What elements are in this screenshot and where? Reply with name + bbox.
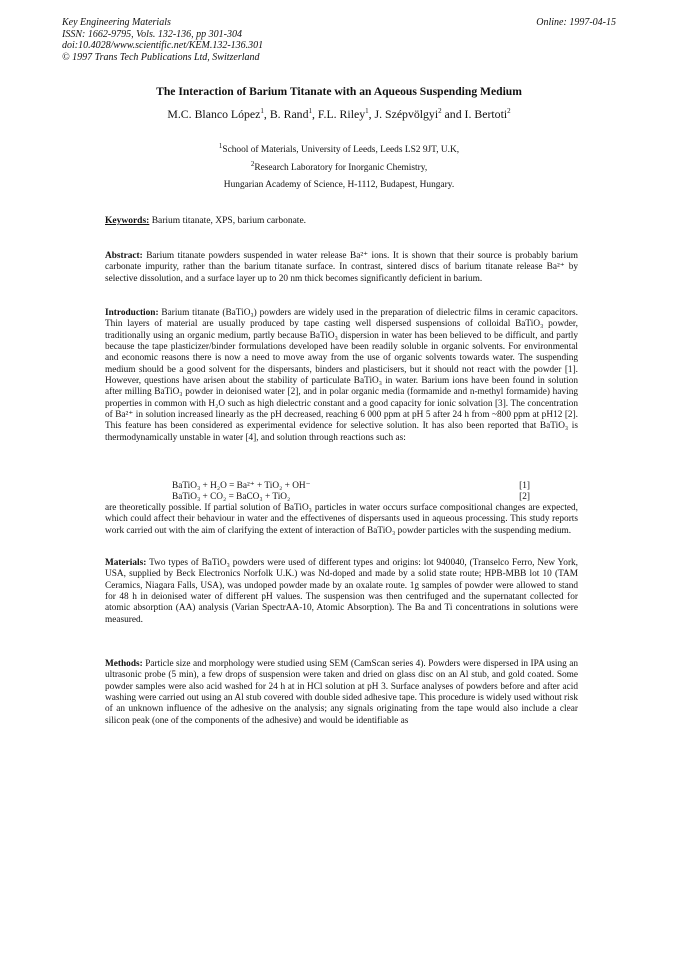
author-list: M.C. Blanco López$^1$, B. Rand$^1$, F.L. Riley$^1$, J. Szépvölgyi$^2$ and I. Bertoti$^2$ xyxy=(167,107,511,121)
online-date: Online: 1997-04-15 xyxy=(536,17,616,28)
paper-title: The Interaction of Barium Titanate with an Aqueous Suspending Medium xyxy=(156,85,522,98)
introduction-continued: are theoretically possible. If partial solution of BaTiO₃ particles in water occurs surface compositional changes are expected, which could affect their behaviour in water and the effectivenes of dispersants used in aqueous processing. This study reports work carried out with the aim of clarifying the extent of interaction of BaTiO₃ powder particles with the suspending medium. xyxy=(105,503,578,536)
author-name: B. Rand xyxy=(269,107,309,121)
affiliation-2: $^2$Research Laboratory for Inorganic Chemistry, xyxy=(250,159,428,173)
journal-header xyxy=(62,17,263,63)
methods-text: Particle size and morphology were studied using SEM (CamScan series 4). Powders were dispersed in IPA using an ultrasonic probe (5 min), a few drops of suspension were taken and dried on glass disc on an Al stub, and gold coated. Some powder samples were also acid washed for 24 h at in HCl solution at pH 3. Surface analyses of powders before and after acid washing were carried out using an Al stub covered with double sided adhesive tape. This procedure is widely used without risk of an unknown influence of the adhesive on the analysis; any signals originating from the tape would also include a clear silicon peak (one of the components of the adhesive) and would be identifiable as xyxy=(105,659,579,726)
abstract-text: Barium titanate powders suspended in water release Ba²⁺ ions. It is shown that their source is probably barium carbonate impurity, rather than the barium titanate surface. In contrast, sintered discs of barium titanate release Ba²⁺ by selective dissolution, and a surface layer up to 20 nm thick becomes significantly deficient in barium. xyxy=(105,251,579,284)
methods-label: Methods: xyxy=(105,659,143,669)
introduction-text: Barium titanate (BaTiO₃) powders are widely used in the preparation of dielectric films in ceramic capacitors. Thin layers of material are usually produced by tape casting well dispersed suspensions of colloidal BaTiO₃ powder, traditionally using an organic medium, partly because BaTiO₃ dispersion in water has been believed to be difficult, and partly because the tape plasticizer/binder formulations developed have been readily soluble in organic solvents. For environmental and economic reasons there is now a need to move away from the use of organic solvents towards water. The suspending medium should be a good solvent for the dispersants, binders and plasticisers, but it should not react with the powder [1]. However, questions have arisen about the stability of particulate BaTiO₃ in water. Barium ions have been found in solution after milling BaTiO₃ powder in deionised water [2], and in polar organic media (formamide and n-methyl formamide) having properties in common with H₂O such as high dielectric constant and a good capacity for ionic solvation [3]. The concentration of Ba²⁺ in solution increased linearly as the pH decreased, reaching 6 000 ppm at pH 5 after 24 h from ~800 ppm at pH12 [2]. This feature has been considered as experimental evidence for selective solution. It has also been reported that BaTiO₃ is thermodynamically unstable in water [4], and solution through reactions such as: xyxy=(105,308,578,443)
keywords-label: Keywords: xyxy=(105,216,150,226)
keywords-text: Barium titanate, XPS, barium carbonate. xyxy=(151,216,307,226)
introduction xyxy=(105,308,578,444)
materials xyxy=(105,558,578,626)
author-affiliation-mark: 1 xyxy=(365,107,369,116)
author-affiliation-mark: 1 xyxy=(308,107,312,116)
affiliation-1: $^1$School of Materials, University of Leeds, Leeds LS2 9JT, U.K, xyxy=(218,141,460,155)
abstract-label: Abstract: xyxy=(105,251,143,261)
keywords xyxy=(105,216,306,226)
materials-label: Materials: xyxy=(105,558,147,568)
methods xyxy=(105,659,578,727)
author-affiliation-mark: 1 xyxy=(260,107,264,116)
author-affiliation-mark: 2 xyxy=(507,107,511,116)
author-name: J. Szépvölgyi xyxy=(374,107,439,121)
equation-1: BaTiO₃ + H₂O = Ba²⁺ + TiO₂ + OH⁻ [1] xyxy=(172,481,530,491)
journal-name: Key Engineering Materials xyxy=(62,17,171,28)
materials-text: Two types of BaTiO₃ powders were used of different types and origins: lot 940040, (Transelco Ferro, New York, USA, supplied by Beck Electronics Norfolk U.K.) was Nd-doped and made by a solid state route; HPB-MBB lot 10 (TAM Ceramics, Niagara Falls, USA), was undoped powder made by an oxalate route. 1g samples of powder were allowed to stand for 48 h in deionised water of different pH values. The suspension was then centrifuged and the supernatant collected for atomic absorption (AA) analysis (Varian SpectrAA-10, Atomic Absorption). The Ba and Ti concentrations in solutions were measured. xyxy=(105,558,579,625)
author-name: M.C. Blanco López xyxy=(167,107,261,121)
author-name: I. Bertoti xyxy=(464,107,508,121)
author-affiliation-mark: 2 xyxy=(438,107,442,116)
issn: ISSN: 1662-9795, Vols. 132-136, pp 301-304 xyxy=(62,28,242,40)
equation-2: BaTiO₃ + CO₂ = BaCO₃ + TiO₂ [2] xyxy=(172,492,530,502)
doi: doi:10.4028/www.scientific.net/KEM.132-136.301 xyxy=(62,40,264,51)
author-name: F.L. Riley xyxy=(317,107,366,121)
introduction-label: Introduction: xyxy=(105,308,159,318)
affiliation-2-cont: Hungarian Academy of Science, H-1112, Budapest, Hungary. xyxy=(223,180,455,190)
abstract xyxy=(105,251,578,285)
copyright: © 1997 Trans Tech Publications Ltd, Switzerland xyxy=(62,51,260,63)
